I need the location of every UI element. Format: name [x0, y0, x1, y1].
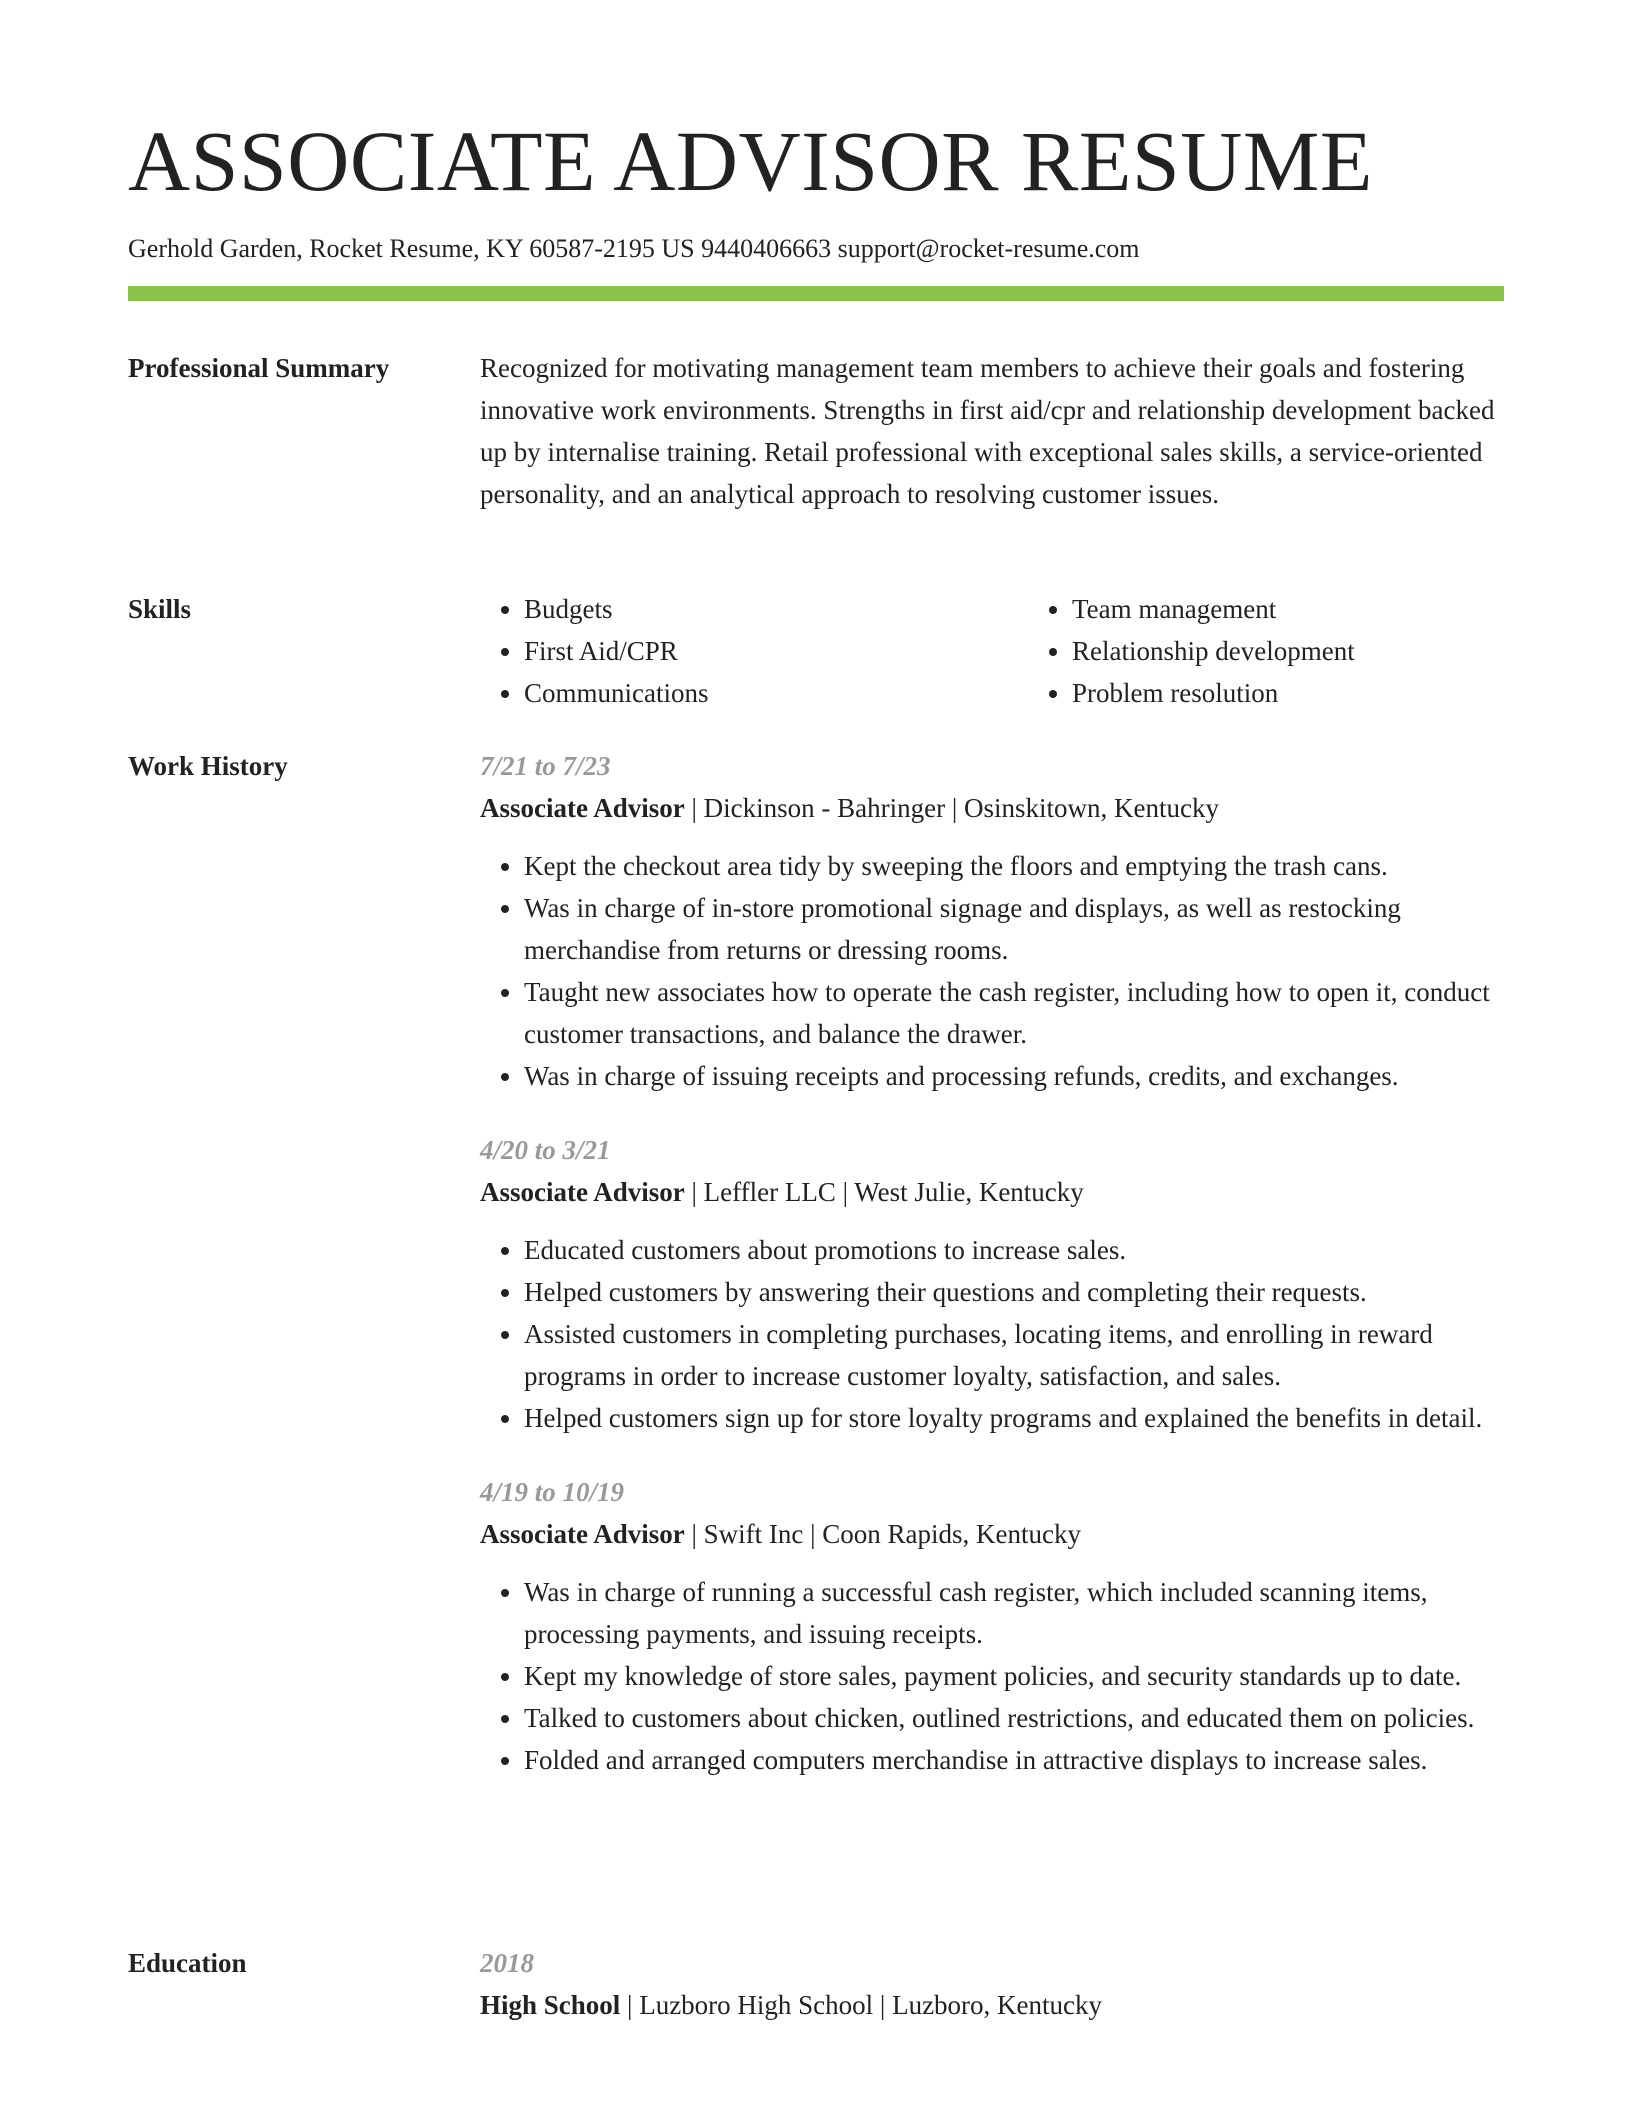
skills-column-left: [480, 588, 984, 714]
contact-line: Gerhold Garden, Rocket Resume, KY 60587-2195 US 9440406663 support@rocket-resume.com: [128, 234, 1140, 263]
job-details: | Dickinson - Bahringer | Osinskitown, Kentucky: [684, 793, 1219, 823]
skill-item: • Problem resolution: [1072, 672, 1532, 714]
job-bullet: • Folded and arranged computers merchandise in attractive displays to increase sales.: [524, 1739, 1504, 1781]
job-dates: 4/20 to 3/21: [480, 1135, 611, 1165]
job-bullet: • Assisted customers in completing purchases, locating items, and enrolling in reward programs in order to increase customer loyalty, satisfaction, and sales.: [524, 1313, 1504, 1397]
job-bullet: • Was in charge of issuing receipts and processing refunds, credits, and exchanges.: [524, 1055, 1504, 1097]
job-dates: 7/21 to 7/23: [480, 751, 611, 781]
job-title: Associate Advisor: [480, 1177, 685, 1207]
job-bullet: • Educated customers about promotions to increase sales.: [524, 1229, 1504, 1271]
summary-text: Recognized for motivating management team members to achieve their goals and fostering innovative work environments. Strengths in first aid/cpr and relationship development backed up by internalise training. Retail professional with exceptional sales skills, a service-oriented personality, and an analytical approach to resolving customer issues.: [480, 353, 1495, 509]
accent-divider: [128, 286, 1504, 301]
job-dates: 4/19 to 10/19: [480, 1477, 625, 1507]
skills-heading: Skills: [128, 594, 192, 624]
skills-column-right: [1028, 588, 1532, 714]
resume-title: ASSOCIATE ADVISOR RESUME: [128, 113, 1373, 209]
job-entry: [480, 1471, 1504, 1781]
job-bullets: [480, 1571, 1504, 1781]
education-details: | Luzboro High School | Luzboro, Kentucky: [620, 1990, 1103, 2020]
work-history-heading: Work History: [128, 751, 288, 781]
job-bullet: • Kept the checkout area tidy by sweeping the floors and emptying the trash cans.: [524, 845, 1504, 887]
work-history-body: [480, 745, 1504, 1781]
job-bullets: [480, 845, 1504, 1097]
job-heading: [480, 1513, 1504, 1555]
skill-item: • Team management: [1072, 588, 1532, 630]
summary-heading: Professional Summary: [128, 353, 390, 383]
education-year: 2018: [480, 1948, 534, 1978]
job-bullet: • Was in charge of in-store promotional signage and displays, as well as restocking merchandise from returns or dressing rooms.: [524, 887, 1504, 971]
skill-item: • Budgets: [524, 588, 984, 630]
job-bullet: • Was in charge of running a successful cash register, which included scanning items, processing payments, and issuing receipts.: [524, 1571, 1504, 1655]
education-degree: High School: [480, 1990, 621, 2020]
job-entry: [480, 1129, 1504, 1439]
job-bullet: • Talked to customers about chicken, outlined restrictions, and educated them on policies.: [524, 1697, 1504, 1739]
job-bullet: • Helped customers by answering their questions and completing their requests.: [524, 1271, 1504, 1313]
job-bullet: • Taught new associates how to operate the cash register, including how to open it, conduct customer transactions, and balance the drawer.: [524, 971, 1504, 1055]
job-bullet: • Helped customers sign up for store loyalty programs and explained the benefits in detail.: [524, 1397, 1504, 1439]
job-bullets: [480, 1229, 1504, 1439]
job-details: | Leffler LLC | West Julie, Kentucky: [684, 1177, 1084, 1207]
summary-body: [480, 347, 1504, 515]
skill-item: • Communications: [524, 672, 984, 714]
job-details: | Swift Inc | Coon Rapids, Kentucky: [684, 1519, 1082, 1549]
education-body: [480, 1942, 1504, 2042]
skill-item: • Relationship development: [1072, 630, 1532, 672]
job-heading: [480, 787, 1504, 829]
skills-body: [480, 588, 1504, 714]
skill-item: • First Aid/CPR: [524, 630, 984, 672]
education-heading: Education: [128, 1948, 247, 1978]
job-title: Associate Advisor: [480, 1519, 685, 1549]
job-title: Associate Advisor: [480, 793, 685, 823]
skills-grid: [480, 588, 1504, 714]
education-heading-line: [480, 1984, 1504, 2026]
job-heading: [480, 1171, 1504, 1213]
job-entry: [480, 745, 1504, 1097]
job-bullet: • Kept my knowledge of store sales, payment policies, and security standards up to date.: [524, 1655, 1504, 1697]
